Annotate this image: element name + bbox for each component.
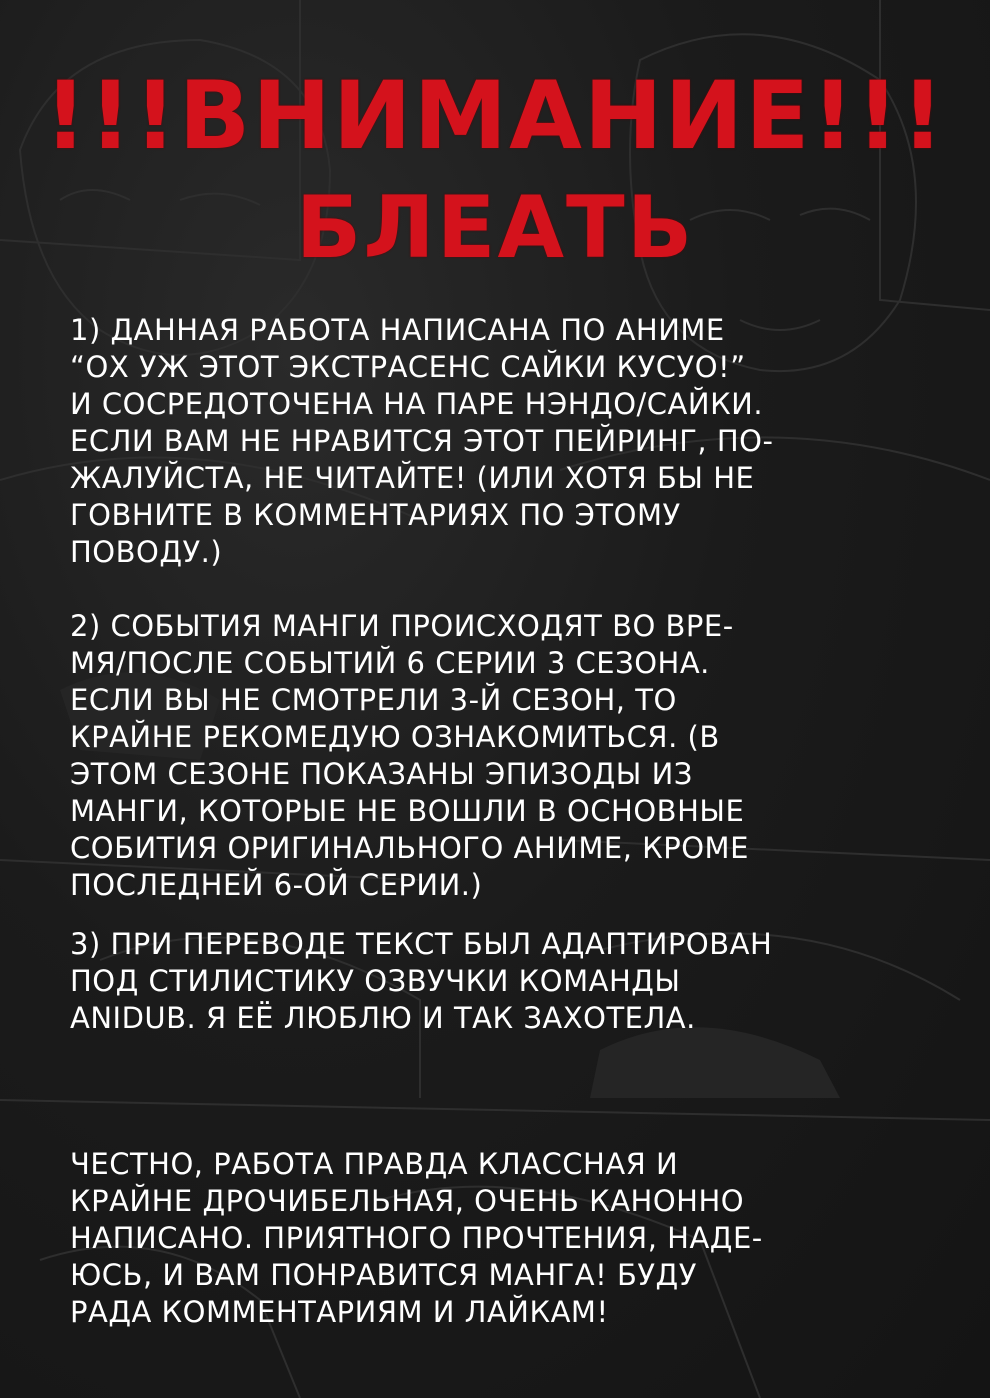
paragraph-2 [70,608,920,904]
closing-paragraph [70,1146,920,1331]
paragraph-line: МАНГИ, КОТОРЫЕ НЕ ВОШЛИ В ОСНОВНЫЕ [70,794,745,828]
paragraph-1 [70,312,920,571]
paragraph-line: “ОХ УЖ ЭТОТ ЭКСТРАСЕНС САЙКИ КУСУО!” [70,350,746,384]
warning-title: !!!ВНИМАНИЕ!!! [43,62,947,171]
paragraph-line: 1) ДАННАЯ РАБОТА НАПИСАНА ПО АНИМЕ [70,313,725,347]
paragraph-line: ANIDUB. Я ЕЁ ЛЮБЛЮ И ТАК ЗАХОТЕЛА. [70,1001,696,1035]
paragraph-line: ЕСЛИ ВАМ НЕ НРАВИТСЯ ЭТОТ ПЕЙРИНГ, ПО- [70,424,774,458]
paragraph-line: КРАЙНЕ ДРОЧИБЕЛЬНАЯ, ОЧЕНЬ КАНОННО [70,1184,745,1218]
paragraph-line: ПОСЛЕДНЕЙ 6-ОЙ СЕРИИ.) [70,868,483,902]
paragraph-line: ЮСЬ, И ВАМ ПОНРАВИТСЯ МАНГА! БУДУ [70,1258,697,1292]
paragraph-line: ЭТОМ СЕЗОНЕ ПОКАЗАНЫ ЭПИЗОДЫ ИЗ [70,757,693,791]
paragraph-line: ЖАЛУЙСТА, НЕ ЧИТАЙТЕ! (ИЛИ ХОТЯ БЫ НЕ [70,461,755,495]
warning-subtitle: БЛЕАТЬ [295,178,695,278]
paragraph-line: ПОВОДУ.) [70,535,223,569]
paragraph-3 [70,926,920,1037]
paragraph-line: ЕСЛИ ВЫ НЕ СМОТРЕЛИ 3-Й СЕЗОН, ТО [70,683,677,717]
paragraph-line: СОБИТИЯ ОРИГИНАЛЬНОГО АНИМЕ, КРОМЕ [70,831,749,865]
paragraph-line: НАПИСАНО. ПРИЯТНОГО ПРОЧТЕНИЯ, НАДЕ- [70,1221,763,1255]
paragraph-line: 3) ПРИ ПЕРЕВОДЕ ТЕКСТ БЫЛ АДАПТИРОВАН [70,927,773,961]
paragraph-line: И СОСРЕДОТОЧЕНА НА ПАРЕ НЭНДО/САЙКИ. [70,387,764,421]
paragraph-line: МЯ/ПОСЛЕ СОБЫТИЙ 6 СЕРИИ 3 СЕЗОНА. [70,646,710,680]
paragraph-line: 2) СОБЫТИЯ МАНГИ ПРОИСХОДЯТ ВО ВРЕ- [70,609,734,643]
paragraph-line: ГОВНИТЕ В КОММЕНТАРИЯХ ПО ЭТОМУ [70,498,681,532]
paragraph-line: ЧЕСТНО, РАБОТА ПРАВДА КЛАССНАЯ И [70,1147,679,1181]
paragraph-line: РАДА КОММЕНТАРИЯМ И ЛАЙКАМ! [70,1295,609,1329]
paragraph-line: КРАЙНЕ РЕКОМЕДУЮ ОЗНАКОМИТЬСЯ. (В [70,720,720,754]
paragraph-line: ПОД СТИЛИСТИКУ ОЗВУЧКИ КОМАНДЫ [70,964,681,998]
